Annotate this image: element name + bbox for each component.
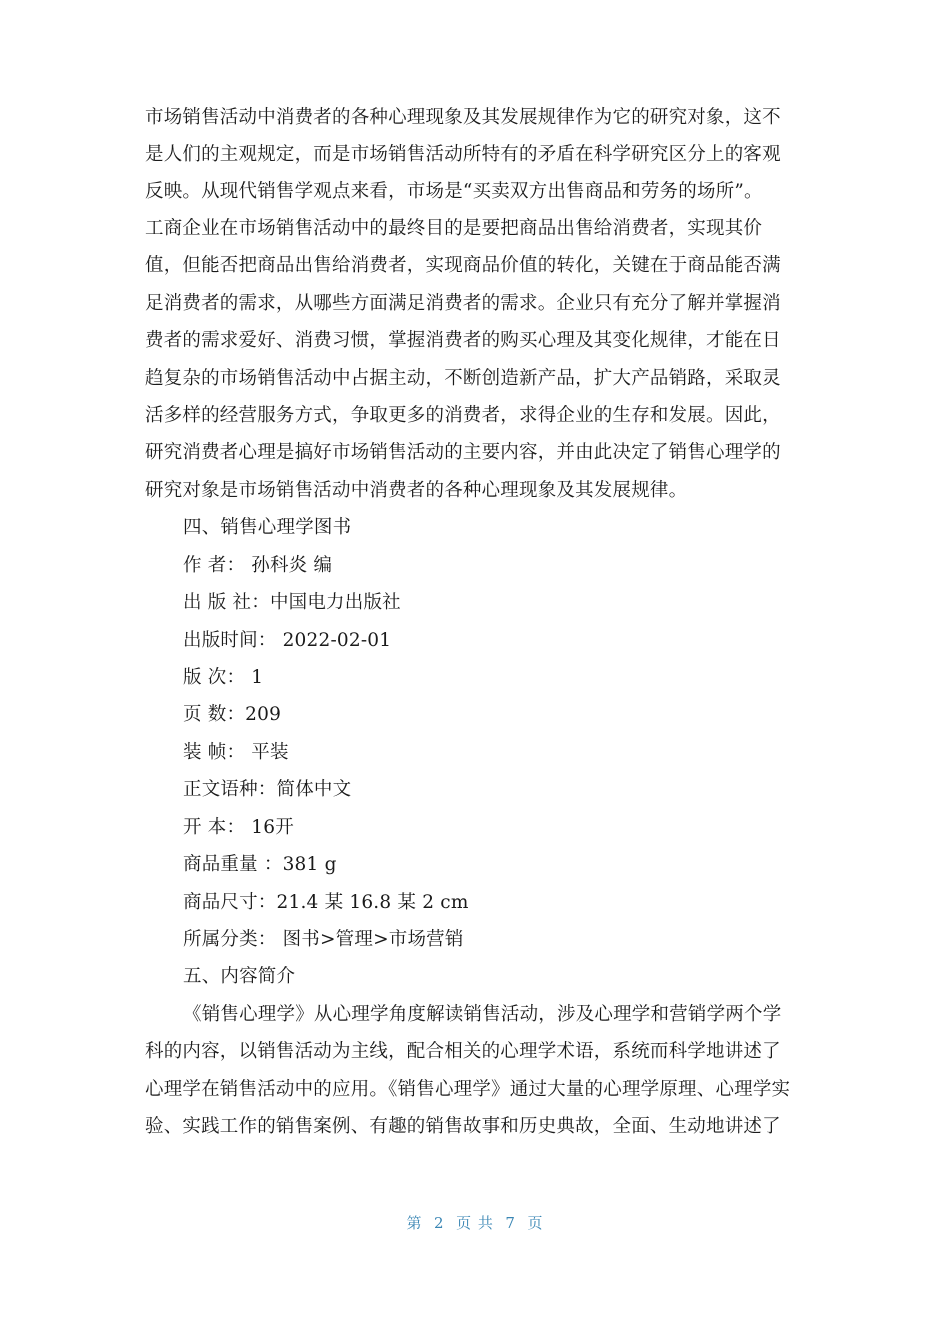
paragraph-line: 是人们的主观规定，而是市场销售活动所特有的矛盾在科学研究区分上的客观 [145,144,781,165]
section-heading-summary: 五、内容简介 [183,966,296,987]
paragraph-line: 研究对象是市场销售活动中消费者的各种心理现象及其发展规律。 [145,480,688,501]
book-info-edition: 版 次： 1 [183,667,264,688]
paragraph-line: 心理学在销售活动中的应用。《销售心理学》通过大量的心理学原理、心理学实 [145,1079,791,1100]
book-info-pages: 页 数：209 [183,704,282,725]
paragraph-line: 反映。从现代销售学观点来看，市场是“买卖双方出售商品和劳务的场所”。 [145,181,763,202]
book-info-weight: 商品重量 ：381 g [183,854,337,875]
book-info-size: 商品尺寸：21.4 某 16.8 某 2 cm [183,892,469,913]
paragraph-line: 活多样的经营服务方式，争取更多的消费者，求得企业的生存和发展。因此， [145,405,781,426]
paragraph-line: 足消费者的需求，从哪些方面满足消费者的需求。企业只有充分了解并掌握消 [145,293,781,314]
paragraph-line: 趋复杂的市场销售活动中占据主动，不断创造新产品，扩大产品销路，采取灵 [145,368,781,389]
book-info-publish-date: 出版时间： 2022-02-01 [183,630,392,651]
paragraph-line: 费者的需求爱好、消费习惯，掌握消费者的购买心理及其变化规律，才能在日 [145,330,781,351]
paragraph-line: 工商企业在市场销售活动中的最终目的是要把商品出售给消费者，实现其价 [145,218,763,239]
paragraph-line: 验、实践工作的销售案例、有趣的销售故事和历史典故，全面、生动地讲述了 [145,1116,781,1137]
paragraph-line: 值，但能否把商品出售给消费者，实现商品价值的转化，关键在于商品能否满 [145,255,781,276]
paragraph-line: 《销售心理学》从心理学角度解读销售活动，涉及心理学和营销学两个学 [183,1004,782,1025]
section-heading-books: 四、销售心理学图书 [183,517,352,538]
book-info-publisher: 出 版 社：中国电力出版社 [183,592,401,613]
book-info-category: 所属分类： 图书>管理>市场营销 [183,929,464,950]
book-info-author: 作 者： 孙科炎 编 [183,555,333,576]
paragraph-line: 研究消费者心理是搞好市场销售活动的主要内容，并由此决定了销售心理学的 [145,442,781,463]
book-info-format: 开 本： 16开 [183,817,294,838]
page-number-footer [0,1212,950,1233]
paragraph-line: 科的内容，以销售活动为主线，配合相关的心理学术语，系统而科学地讲述了 [145,1041,781,1062]
book-info-binding: 装 帧： 平装 [183,742,289,763]
page-number-text: 第 2 页 共 7 页 [406,1214,544,1232]
paragraph-line: 市场销售活动中消费者的各种心理现象及其发展规律作为它的研究对象，这不 [145,107,781,128]
book-info-language: 正文语种：简体中文 [183,779,352,800]
